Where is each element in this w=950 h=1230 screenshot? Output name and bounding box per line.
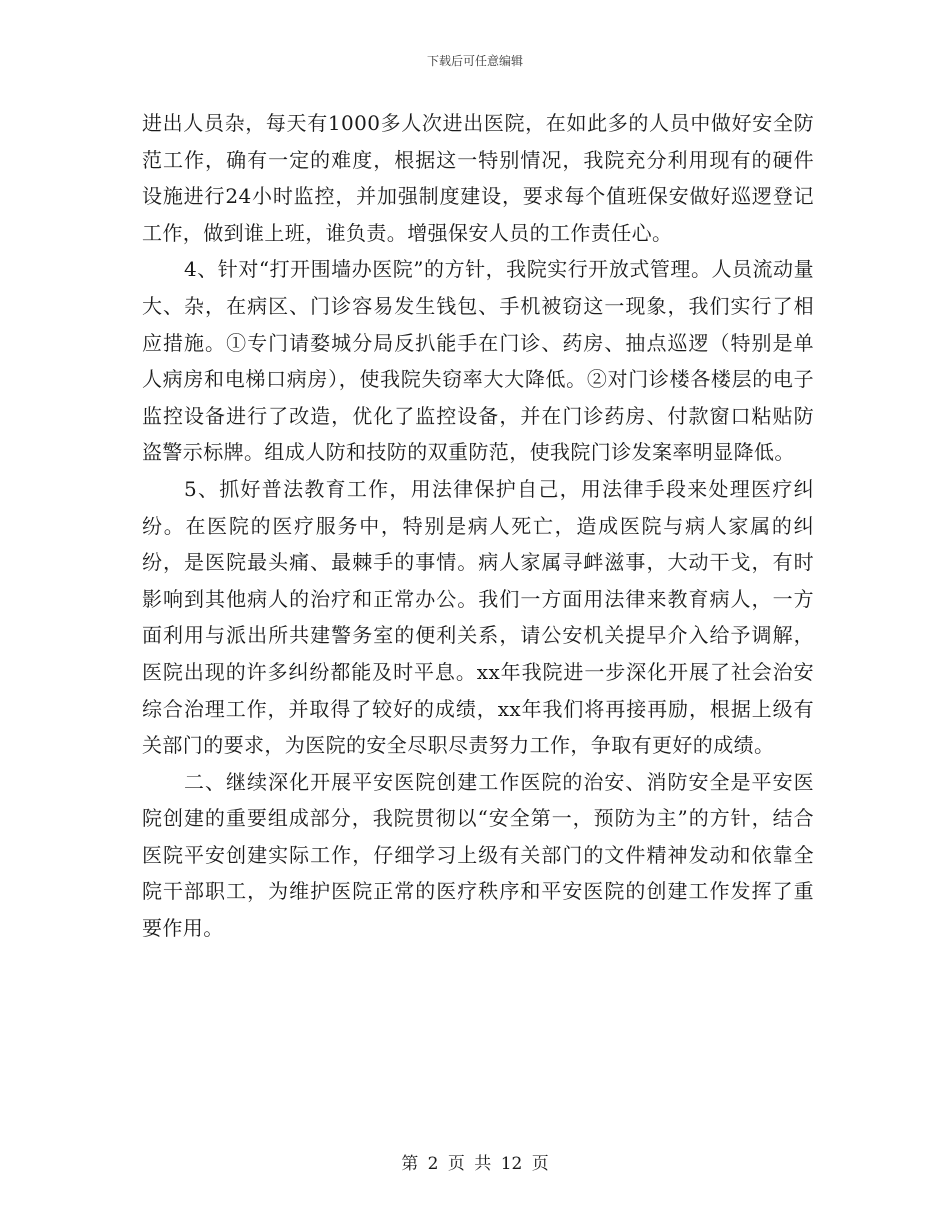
page-number-footer: 第 2 页 共 12 页 [401, 1154, 549, 1174]
paragraph-item-5: 5、抓好普法教育工作，用法律保护自己，用法律手段来处理医疗纠纷。在医院的医疗服务中，特别是病人死亡，造成医院与病人家属的纠纷，是医院最头痛、最棘手的事情。病人家属寻衅滋事，大动干戈，有时影响到其他病人的治疗和正常办公。我们一方面用法律来教育病人，一方面利用与派出所共建警务室的便利关系，请公安机关提早介入给予调解，医院出现的许多纠纷都能及时平息。xx年我院进一步深化开展了社会治安综合治理工作，并取得了较好的成绩，xx年我们将再接再励，根据上级有关部门的要求，为医院的安全尽职尽责努力工作，争取有更好的成绩。 [142, 476, 814, 758]
paragraph-continuation: 进出人员杂，每天有1000多人次进出医院，在如此多的人员中做好安全防范工作，确有一定的难度，根据这一特别情况，我院充分利用现有的硬件设施进行24小时监控，并加强制度建设，要求每个值班保安做好巡逻登记工作，做到谁上班，谁负责。增强保安人员的工作责任心。 [142, 111, 814, 245]
paragraph-item-4: 4、针对“打开围墙办医院”的方针，我院实行开放式管理。人员流动量大、杂，在病区、门诊容易发生钱包、手机被窃这一现象，我们实行了相应措施。①专门请婺城分局反扒能手在门诊、药房、抽点巡逻（特别是单人病房和电梯口病房），使我院失窃率大大降低。②对门诊楼各楼层的电子监控设备进行了改造，优化了监控设备，并在门诊药房、付款窗口粘贴防盗警示标牌。组成人防和技防的双重防范，使我院门诊发案率明显降低。 [142, 257, 814, 465]
document-body [142, 105, 814, 947]
paragraph-section-2: 二、继续深化开展平安医院创建工作医院的治安、消防安全是平安医院创建的重要组成部分，我院贯彻以“安全第一，预防为主”的方针，结合医院平安创建实际工作，仔细学习上级有关部门的文件精神发动和依靠全院干部职工，为维护医院正常的医疗秩序和平安医院的创建工作发挥了重要作用。 [142, 769, 814, 941]
page-header: 下载后可任意编辑 [426, 54, 523, 68]
